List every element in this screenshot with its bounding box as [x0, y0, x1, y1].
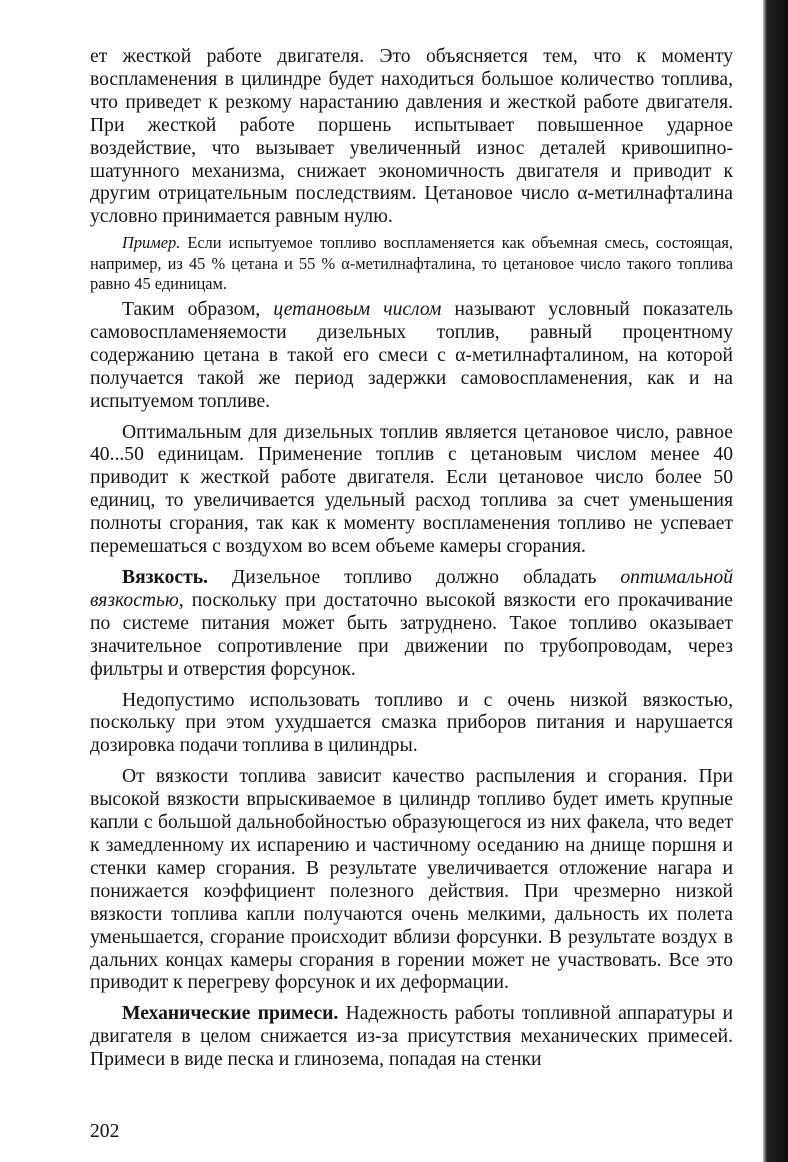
paragraph-cetane-definition — [90, 299, 733, 414]
term-optimal-viscosity: оптимальной вязкостью — [90, 567, 733, 611]
paragraph-atomization: От вязкости топлива зависит качество распыления и сгорания. При высокой вязкости впрыскиваемое в цилиндр топливо будет иметь крупные капли с большой дальнобойностью образующегося из них факела, что ведет к замедленному их испарению и частичному оседанию на днище поршня и стенки камер сгорания. В результате увеличивается отложение нагара и понижается коэффициент полезного действия. При чрезмерно низкой вязкости топлива капли получаются очень мелкими, дальность их полета уменьшается, сгорание происходит вблизи форсунки. В результате воздух в дальних концах камеры сгорания в горении может не участвовать. Все это приводит к перегреву форсунок и их деформации. — [90, 766, 733, 994]
term-cetane-number: цетановым числом — [273, 299, 442, 321]
page-body — [90, 46, 733, 1072]
paragraph-impurities — [90, 1003, 733, 1072]
paragraph-optimal-cetane: Оптимальным для дизельных топлив является цетановое число, равное 40...50 единицам. Применение топлив с цетановым числом менее 40 приводит к жесткой работе двигателя. Если цетановое число более 50 единиц, то увеличивается удельный расход топлива за счет уменьшения полноты сгорания, так как к моменту воспламенения топливо не успевает перемешаться с воздухом во всем объеме камеры сгорания. — [90, 421, 733, 558]
paragraph-continuation: ет жесткой работе двигателя. Это объясняется тем, что к моменту воспламенения в цилиндре будет находиться большое количество топлива, что приведет к резкому нарастанию давления и жесткой работе двигателя. При жесткой работе поршень испытывает повышенное ударное воздействие, что вызывает увеличенный износ деталей кривошипно-шатунного механизма, снижает экономичность двигателя и приводит к другим отрицательным последствиям. Цетановое число α-метилнафталина условно принимается равным нулю. — [90, 46, 733, 228]
heading-impurities: Механические примеси. — [122, 1003, 339, 1025]
text-run: называют условный показатель самовоспламеняемости дизельных топлив, равный процентному содержанию цетана в такой его смеси с α-метилнафталином, на которой получается такой же период задержки самовоспламенения, как и на испытуемом топливе. — [90, 299, 733, 412]
text-run: Надежность работы топливной аппаратуры и двигателя в целом снижается из-за присутствия механических примесей. Примеси в виде песка и глинозема, попадая на стенки — [90, 1003, 734, 1071]
text-run: Дизельное топливо должно обладать — [207, 567, 621, 588]
example-paragraph — [90, 233, 733, 295]
example-label: Пример. — [122, 233, 181, 253]
example-text: Если испытуемое топливо воспламеняется как объемная смесь, состоящая, например, из 45 % цетана и 55 % α-метилнафталина, то цетановое число такого топлива равно 45 единицам. — [90, 233, 733, 294]
text-run: Таким образом, — [122, 299, 274, 321]
text-run: , поскольку при достаточно высокой вязкости его прокачивание по системе питания может быть затруднено. Такое топливо оказывает значительное сопротивление при движении по трубопроводам, через фильтры и отверстия форсунок. — [90, 589, 733, 680]
paragraph-low-viscosity: Недопустимо использовать топливо и с очень низкой вязкостью, поскольку при этом ухудшается смазка приборов питания и нарушается дозировка подачи топлива в цилиндры. — [90, 689, 733, 757]
page-number: 202 — [90, 1121, 120, 1142]
paragraph-viscosity — [90, 567, 733, 682]
heading-viscosity: Вязкость. — [122, 567, 208, 588]
page-edge-shadow — [763, 0, 788, 1162]
